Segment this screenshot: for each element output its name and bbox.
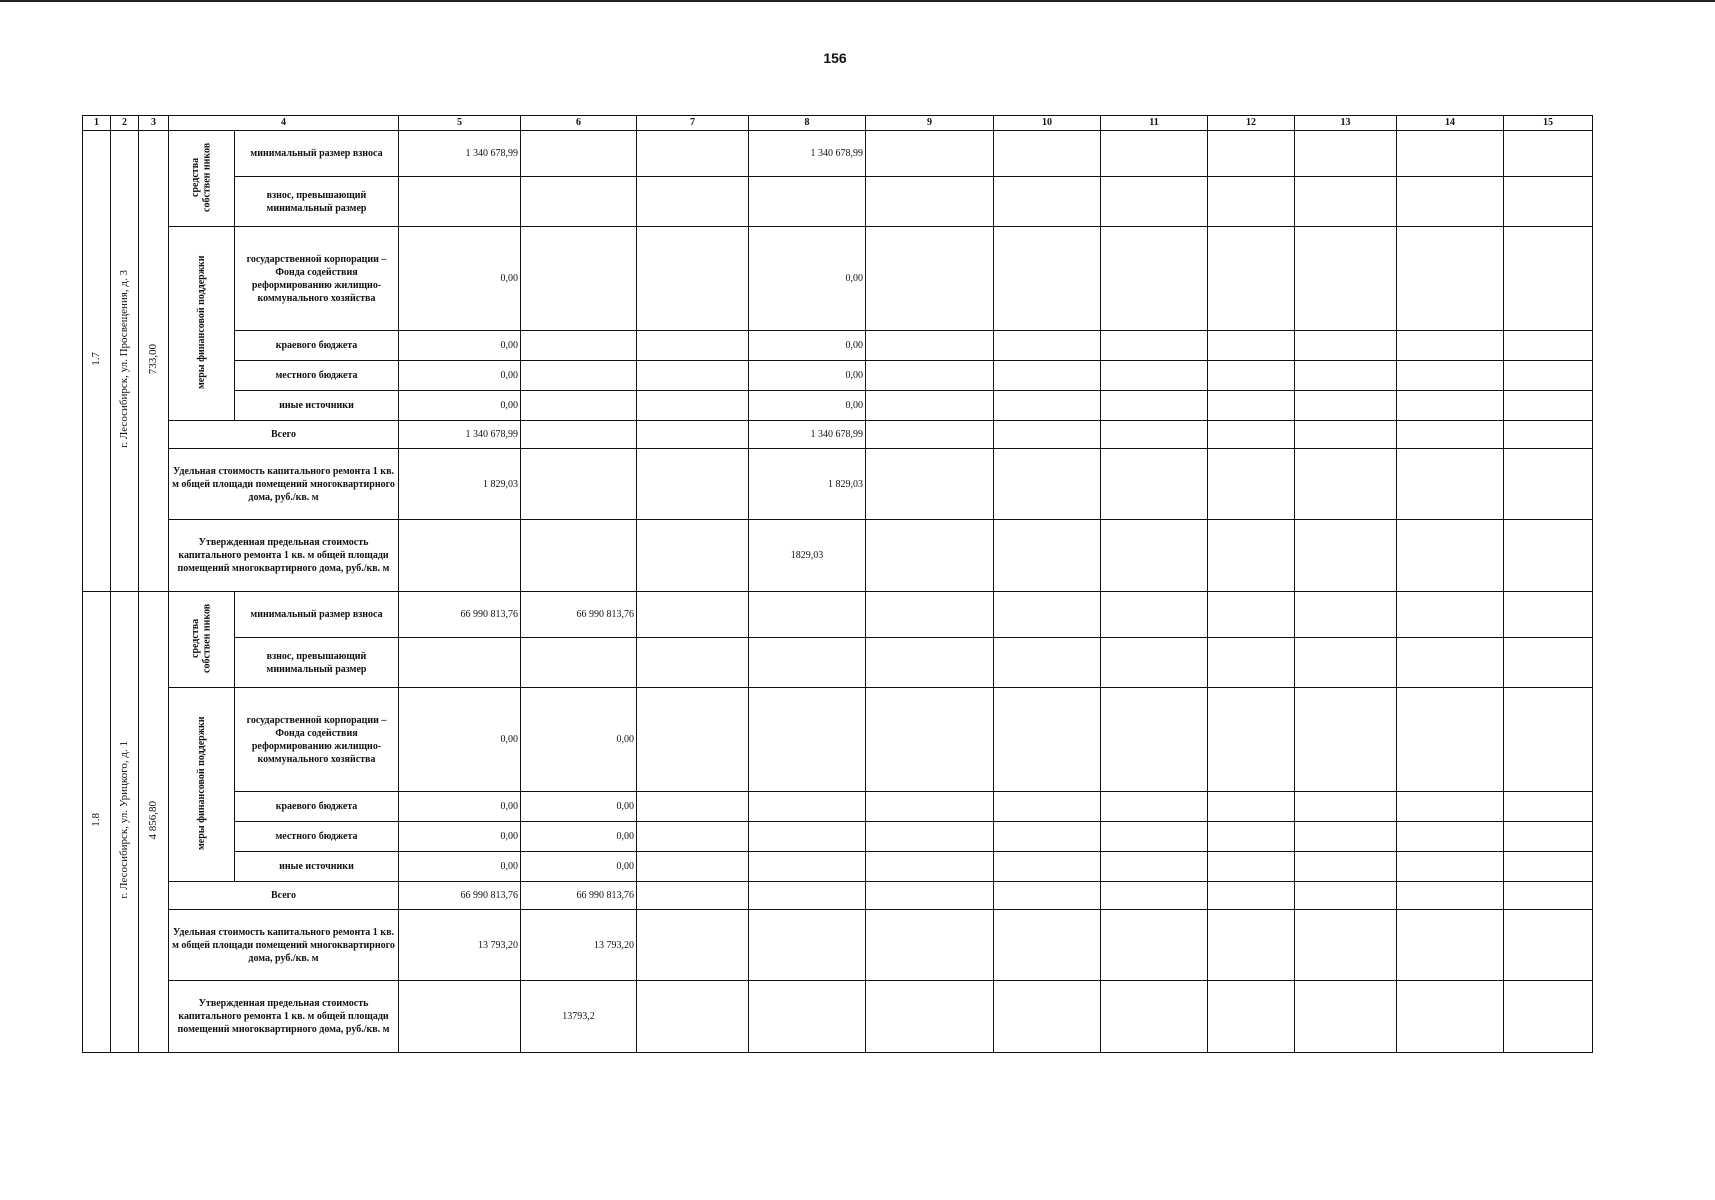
cell-empty	[1208, 592, 1295, 638]
cell-col7	[637, 421, 749, 449]
cell-empty	[1208, 331, 1295, 361]
col-header: 4	[169, 116, 399, 131]
cell-empty	[866, 688, 994, 792]
cell-empty	[1101, 421, 1208, 449]
cell-empty	[994, 449, 1101, 520]
cell-empty	[1208, 792, 1295, 822]
table-row	[83, 592, 1593, 638]
cell-empty	[1101, 227, 1208, 331]
table-row	[83, 331, 1593, 361]
row-label: минимальный размер взноса	[235, 131, 399, 177]
cell-col6	[521, 638, 637, 688]
cell-col5	[399, 520, 521, 592]
cell-col7	[637, 882, 749, 910]
cell-empty	[1101, 882, 1208, 910]
item-number: 1.7	[90, 352, 103, 366]
item-number: 1.8	[90, 813, 103, 827]
total-label: Всего	[169, 882, 399, 910]
col-header: 1	[83, 116, 111, 131]
cell-empty	[866, 227, 994, 331]
table-row	[83, 688, 1593, 792]
cell-empty	[1397, 638, 1504, 688]
cell-empty	[866, 981, 994, 1053]
cell-col6: 0,00	[521, 688, 637, 792]
row-label: местного бюджета	[235, 361, 399, 391]
cell-col5: 0,00	[399, 361, 521, 391]
cell-empty	[866, 792, 994, 822]
cell-empty	[994, 331, 1101, 361]
row-label: взнос, превышающий минимальный размер	[235, 177, 399, 227]
cell-empty	[1397, 421, 1504, 449]
cell-empty	[866, 822, 994, 852]
cell-col8	[749, 638, 866, 688]
scan-top-border	[0, 0, 1715, 2]
cell-col8: 1 340 678,99	[749, 131, 866, 177]
cell-col5: 0,00	[399, 852, 521, 882]
cell-empty	[1208, 227, 1295, 331]
address-cell	[111, 592, 139, 1053]
cell-col5: 0,00	[399, 391, 521, 421]
owners-group-label: средства собствен ников	[190, 141, 213, 212]
cell-empty	[1295, 638, 1397, 688]
cell-empty	[1504, 131, 1593, 177]
cell-empty	[866, 449, 994, 520]
cell-col6: 0,00	[521, 852, 637, 882]
cell-col7	[637, 361, 749, 391]
page-number: 156	[823, 50, 847, 66]
cell-empty	[1101, 981, 1208, 1053]
cell-empty	[1101, 792, 1208, 822]
cell-col7	[637, 638, 749, 688]
item-number-cell	[83, 592, 111, 1053]
cell-empty	[1295, 520, 1397, 592]
limit-cost-label: Утвержденная предельная стоимость капитального ремонта 1 кв. м общей площади помещений многоквартирного дома, руб./кв. м	[169, 520, 399, 592]
col-header: 10	[994, 116, 1101, 131]
cell-col7	[637, 792, 749, 822]
address: г. Лесосибирск, ул. Просвещения, д. 3	[118, 270, 131, 448]
cell-empty	[866, 592, 994, 638]
cell-col8	[749, 688, 866, 792]
cell-empty	[1101, 391, 1208, 421]
unit-cost-label: Удельная стоимость капитального ремонта 1 кв. м общей площади помещений многоквартирного дома, руб./кв. м	[169, 910, 399, 981]
cell-col8	[749, 882, 866, 910]
cell-empty	[866, 177, 994, 227]
table-row	[83, 910, 1593, 981]
owners-group-cell	[169, 592, 235, 688]
cell-col5: 13 793,20	[399, 910, 521, 981]
cell-empty	[1295, 331, 1397, 361]
cell-col7	[637, 910, 749, 981]
cell-col6	[521, 331, 637, 361]
cell-empty	[1397, 131, 1504, 177]
cell-empty	[1295, 910, 1397, 981]
cell-empty	[1397, 882, 1504, 910]
cell-empty	[1295, 852, 1397, 882]
cell-empty	[1295, 688, 1397, 792]
col-header: 12	[1208, 116, 1295, 131]
cell-empty	[1504, 882, 1593, 910]
cell-col6: 0,00	[521, 822, 637, 852]
cell-empty	[1504, 822, 1593, 852]
cell-col5: 66 990 813,76	[399, 592, 521, 638]
cell-empty	[1504, 391, 1593, 421]
cell-col6	[521, 391, 637, 421]
col-header: 11	[1101, 116, 1208, 131]
cell-col8: 1 829,03	[749, 449, 866, 520]
cell-col7	[637, 822, 749, 852]
cell-col6: 0,00	[521, 792, 637, 822]
cell-empty	[866, 638, 994, 688]
cell-col8	[749, 177, 866, 227]
table-row	[83, 227, 1593, 331]
cell-empty	[1101, 822, 1208, 852]
cell-empty	[1397, 331, 1504, 361]
cell-empty	[1208, 421, 1295, 449]
cell-col8	[749, 792, 866, 822]
row-label: государственной корпорации – Фонда содействия реформированию жилищно-коммунального хозяйства	[235, 688, 399, 792]
cell-empty	[1208, 131, 1295, 177]
cell-empty	[1504, 688, 1593, 792]
cell-empty	[1295, 391, 1397, 421]
table-row	[83, 361, 1593, 391]
cell-empty	[1208, 520, 1295, 592]
row-label: краевого бюджета	[235, 792, 399, 822]
row-label: местного бюджета	[235, 822, 399, 852]
address-cell	[111, 131, 139, 592]
cell-empty	[994, 882, 1101, 910]
cell-empty	[994, 792, 1101, 822]
col-header: 6	[521, 116, 637, 131]
table-row	[83, 177, 1593, 227]
cell-empty	[1101, 638, 1208, 688]
cell-empty	[1101, 910, 1208, 981]
table-row	[83, 421, 1593, 449]
cell-empty	[1504, 177, 1593, 227]
cell-empty	[1101, 688, 1208, 792]
cell-empty	[1101, 520, 1208, 592]
cell-empty	[1295, 177, 1397, 227]
cell-empty	[1101, 449, 1208, 520]
col-header: 13	[1295, 116, 1397, 131]
cell-col7	[637, 688, 749, 792]
table-row	[83, 131, 1593, 177]
cell-col5: 66 990 813,76	[399, 882, 521, 910]
cell-empty	[994, 852, 1101, 882]
cell-col8	[749, 981, 866, 1053]
cell-empty	[1397, 822, 1504, 852]
cell-empty	[866, 331, 994, 361]
col-header: 9	[866, 116, 994, 131]
cell-col6	[521, 131, 637, 177]
cell-empty	[866, 520, 994, 592]
cell-col5	[399, 638, 521, 688]
cell-empty	[1504, 910, 1593, 981]
cell-empty	[1208, 882, 1295, 910]
row-label: иные источники	[235, 852, 399, 882]
cell-empty	[994, 177, 1101, 227]
cell-empty	[1504, 792, 1593, 822]
unit-cost-label: Удельная стоимость капитального ремонта 1 кв. м общей площади помещений многоквартирного дома, руб./кв. м	[169, 449, 399, 520]
cell-col7	[637, 177, 749, 227]
table-row	[83, 638, 1593, 688]
cell-empty	[1208, 391, 1295, 421]
table-row	[83, 391, 1593, 421]
limit-cost-label: Утвержденная предельная стоимость капитального ремонта 1 кв. м общей площади помещений многоквартирного дома, руб./кв. м	[169, 981, 399, 1053]
support-group-cell	[169, 227, 235, 421]
cell-empty	[1397, 688, 1504, 792]
support-group-label: меры финансовой поддержки	[195, 715, 207, 850]
row-label: краевого бюджета	[235, 331, 399, 361]
cell-empty	[1504, 592, 1593, 638]
cell-empty	[994, 227, 1101, 331]
area: 4 856,80	[147, 800, 160, 840]
cell-empty	[1397, 520, 1504, 592]
cell-col6: 66 990 813,76	[521, 592, 637, 638]
cell-col5: 0,00	[399, 792, 521, 822]
cell-col5	[399, 981, 521, 1053]
row-label: взнос, превышающий минимальный размер	[235, 638, 399, 688]
support-group-label: меры финансовой поддержки	[195, 254, 207, 389]
table-row	[83, 882, 1593, 910]
cell-empty	[1295, 361, 1397, 391]
cell-empty	[1208, 822, 1295, 852]
cell-empty	[1101, 361, 1208, 391]
cell-col5: 0,00	[399, 227, 521, 331]
cell-empty	[994, 131, 1101, 177]
cell-empty	[866, 882, 994, 910]
table-row	[83, 822, 1593, 852]
cell-empty	[866, 131, 994, 177]
cell-empty	[1208, 688, 1295, 792]
cell-empty	[1101, 852, 1208, 882]
cell-col6: 66 990 813,76	[521, 882, 637, 910]
cell-empty	[1295, 449, 1397, 520]
cell-empty	[1101, 177, 1208, 227]
cell-empty	[866, 910, 994, 981]
cell-empty	[1101, 592, 1208, 638]
cell-col5: 1 340 678,99	[399, 421, 521, 449]
cell-empty	[866, 852, 994, 882]
cell-empty	[994, 822, 1101, 852]
cell-empty	[1208, 361, 1295, 391]
owners-group-label: средства собствен ников	[190, 602, 213, 673]
cell-empty	[1397, 227, 1504, 331]
cell-col7	[637, 520, 749, 592]
cell-col8: 0,00	[749, 331, 866, 361]
cell-empty	[994, 361, 1101, 391]
cell-empty	[1397, 910, 1504, 981]
cell-col5: 0,00	[399, 822, 521, 852]
cell-empty	[1208, 852, 1295, 882]
column-number-row	[83, 116, 1593, 131]
cell-col8: 1829,03	[749, 520, 866, 592]
col-header: 8	[749, 116, 866, 131]
cell-empty	[994, 981, 1101, 1053]
address: г. Лесосибирск, ул. Урицкого, д. 1	[118, 741, 131, 899]
cell-empty	[994, 421, 1101, 449]
cell-empty	[994, 520, 1101, 592]
support-group-cell	[169, 688, 235, 882]
cell-empty	[1397, 449, 1504, 520]
cell-col8	[749, 592, 866, 638]
cell-empty	[1397, 592, 1504, 638]
cell-col6	[521, 227, 637, 331]
cell-col5: 1 829,03	[399, 449, 521, 520]
cell-empty	[1295, 421, 1397, 449]
cell-empty	[1295, 882, 1397, 910]
cell-empty	[1208, 638, 1295, 688]
col-header: 3	[139, 116, 169, 131]
cell-col5: 1 340 678,99	[399, 131, 521, 177]
cell-empty	[1295, 592, 1397, 638]
col-header: 5	[399, 116, 521, 131]
cell-col6	[521, 520, 637, 592]
cell-empty	[1397, 361, 1504, 391]
table-row	[83, 520, 1593, 592]
cell-col7	[637, 227, 749, 331]
col-header: 2	[111, 116, 139, 131]
cell-empty	[1504, 449, 1593, 520]
item-number-cell	[83, 131, 111, 592]
cell-col8: 0,00	[749, 391, 866, 421]
cell-empty	[1208, 981, 1295, 1053]
cell-empty	[994, 592, 1101, 638]
cell-empty	[1504, 227, 1593, 331]
cell-empty	[994, 638, 1101, 688]
cell-empty	[1504, 852, 1593, 882]
area: 733,00	[147, 343, 160, 375]
cell-empty	[1397, 852, 1504, 882]
cell-col6	[521, 177, 637, 227]
table-row	[83, 449, 1593, 520]
cell-col7	[637, 131, 749, 177]
area-cell	[139, 131, 169, 592]
cell-col5: 0,00	[399, 331, 521, 361]
row-label: минимальный размер взноса	[235, 592, 399, 638]
cell-empty	[994, 688, 1101, 792]
cell-col7	[637, 449, 749, 520]
cell-col7	[637, 981, 749, 1053]
cell-empty	[1208, 177, 1295, 227]
area-cell	[139, 592, 169, 1053]
cell-col6: 13 793,20	[521, 910, 637, 981]
cell-empty	[1295, 131, 1397, 177]
cell-empty	[866, 421, 994, 449]
cell-empty	[1295, 981, 1397, 1053]
col-header: 14	[1397, 116, 1504, 131]
cell-empty	[1504, 981, 1593, 1053]
cell-empty	[1504, 421, 1593, 449]
table-row	[83, 792, 1593, 822]
cell-empty	[1295, 822, 1397, 852]
cell-empty	[1504, 638, 1593, 688]
total-label: Всего	[169, 421, 399, 449]
col-header: 7	[637, 116, 749, 131]
cell-empty	[1504, 331, 1593, 361]
cell-empty	[1101, 131, 1208, 177]
capital-repair-table	[82, 115, 1593, 1053]
cell-empty	[866, 361, 994, 391]
cell-empty	[1101, 331, 1208, 361]
cell-col8	[749, 852, 866, 882]
cell-col5: 0,00	[399, 688, 521, 792]
cell-empty	[994, 910, 1101, 981]
cell-col8	[749, 822, 866, 852]
cell-col8	[749, 910, 866, 981]
cell-col7	[637, 391, 749, 421]
owners-group-cell	[169, 131, 235, 227]
cell-col5	[399, 177, 521, 227]
cell-col6: 13793,2	[521, 981, 637, 1053]
cell-col6	[521, 361, 637, 391]
table-row	[83, 981, 1593, 1053]
cell-empty	[1504, 361, 1593, 391]
col-header: 15	[1504, 116, 1593, 131]
cell-empty	[1397, 391, 1504, 421]
cell-col8: 1 340 678,99	[749, 421, 866, 449]
cell-empty	[1504, 520, 1593, 592]
cell-col7	[637, 592, 749, 638]
cell-empty	[1295, 792, 1397, 822]
cell-col8: 0,00	[749, 361, 866, 391]
cell-empty	[1295, 227, 1397, 331]
cell-col6	[521, 421, 637, 449]
cell-empty	[1208, 449, 1295, 520]
cell-col7	[637, 852, 749, 882]
cell-col8: 0,00	[749, 227, 866, 331]
cell-empty	[1208, 910, 1295, 981]
cell-col6	[521, 449, 637, 520]
row-label: государственной корпорации – Фонда содействия реформированию жилищно-коммунального хозяйства	[235, 227, 399, 331]
cell-col7	[637, 331, 749, 361]
cell-empty	[994, 391, 1101, 421]
row-label: иные источники	[235, 391, 399, 421]
cell-empty	[1397, 792, 1504, 822]
cell-empty	[1397, 981, 1504, 1053]
cell-empty	[866, 391, 994, 421]
cell-empty	[1397, 177, 1504, 227]
table-row	[83, 852, 1593, 882]
